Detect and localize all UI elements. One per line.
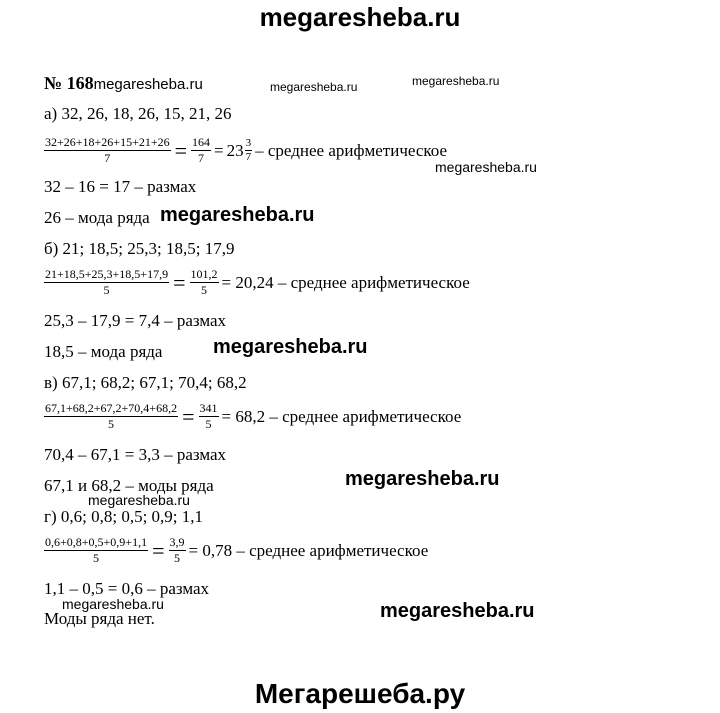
part-a-mode: 26 – мода ряда bbox=[44, 208, 150, 227]
footer-title: Мегарешеба.ру bbox=[254, 678, 466, 709]
fraction: $\frac{32+26+18+26+15+21+26}{7}$ bbox=[45, 135, 170, 165]
watermark: megaresheba.ru bbox=[62, 596, 164, 612]
watermark: megaresheba.ru bbox=[380, 600, 535, 622]
watermark: megaresheba.ru bbox=[213, 336, 368, 358]
fraction: $\frac{3,9}{5}$ bbox=[169, 535, 185, 565]
part-b-mean: $\frac{21+18,5+25,3+18,5+17,9}{5}$ = $\frac{101,2}{5}$ = 20,24 – среднее арифметическое bbox=[45, 267, 470, 297]
part-b-range: 25,3 – 17,9 = 7,4 – размах bbox=[44, 311, 227, 330]
problem-header bbox=[44, 73, 203, 94]
watermark: megaresheba.ru bbox=[160, 204, 315, 226]
mixed-number: 23 $\frac{3}{7}$ bbox=[226, 137, 252, 163]
watermark: megaresheba.ru bbox=[93, 76, 203, 93]
fraction: $\frac{101,2}{5}$ bbox=[190, 267, 218, 297]
fraction: $\frac{164}{7}$ bbox=[192, 135, 211, 165]
problem-number: № 168 bbox=[44, 73, 94, 93]
watermark: megaresheba.ru bbox=[270, 80, 358, 94]
part-a-data: а) 32, 26, 18, 26, 15, 21, 26 bbox=[44, 104, 232, 123]
part-c-mode: 67,1 и 68,2 – моды ряда bbox=[44, 476, 214, 495]
part-c-data: в) 67,1; 68,2; 67,1; 70,4; 68,2 bbox=[44, 373, 247, 392]
watermark: megaresheba.ru bbox=[412, 74, 500, 88]
part-d-mode: Моды ряда нет. bbox=[44, 609, 155, 628]
watermark: megaresheba.ru bbox=[345, 468, 500, 490]
part-d-data: г) 0,6; 0,8; 0,5; 0,9; 1,1 bbox=[44, 507, 204, 526]
part-b-data: б) 21; 18,5; 25,3; 18,5; 17,9 bbox=[44, 239, 235, 258]
site-title: megaresheba.ru bbox=[259, 2, 461, 32]
part-a-range: 32 – 16 = 17 – размах bbox=[44, 177, 197, 196]
fraction: $\frac{67,1+68,2+67,2+70,4+68,2}{5}$ bbox=[45, 401, 178, 431]
part-c-mean: $\frac{67,1+68,2+67,2+70,4+68,2}{5}$ = $\frac{341}{5}$ = 68,2 – среднее арифметическое bbox=[45, 401, 462, 431]
fraction: $\frac{0,6+0,8+0,5+0,9+1,1}{5}$ bbox=[45, 535, 148, 565]
part-b-mode: 18,5 – мода ряда bbox=[44, 342, 163, 361]
part-a-mean: $\frac{32+26+18+26+15+21+26}{7}$ = $\frac{164}{7}$ = 23 $\frac{3}{7}$ – среднее арифметическое bbox=[45, 135, 448, 165]
part-c-range: 70,4 – 67,1 = 3,3 – размах bbox=[44, 445, 227, 464]
fraction: $\frac{341}{5}$ bbox=[199, 401, 218, 431]
fraction: $\frac{21+18,5+25,3+18,5+17,9}{5}$ bbox=[45, 267, 169, 297]
watermark: megaresheba.ru bbox=[88, 492, 190, 508]
watermark: megaresheba.ru bbox=[435, 159, 537, 175]
part-d-range: 1,1 – 0,5 = 0,6 – размах bbox=[44, 579, 210, 598]
part-d-mean: $\frac{0,6+0,8+0,5+0,9+1,1}{5}$ = $\frac{3,9}{5}$ = 0,78 – среднее арифметическое bbox=[45, 535, 429, 565]
